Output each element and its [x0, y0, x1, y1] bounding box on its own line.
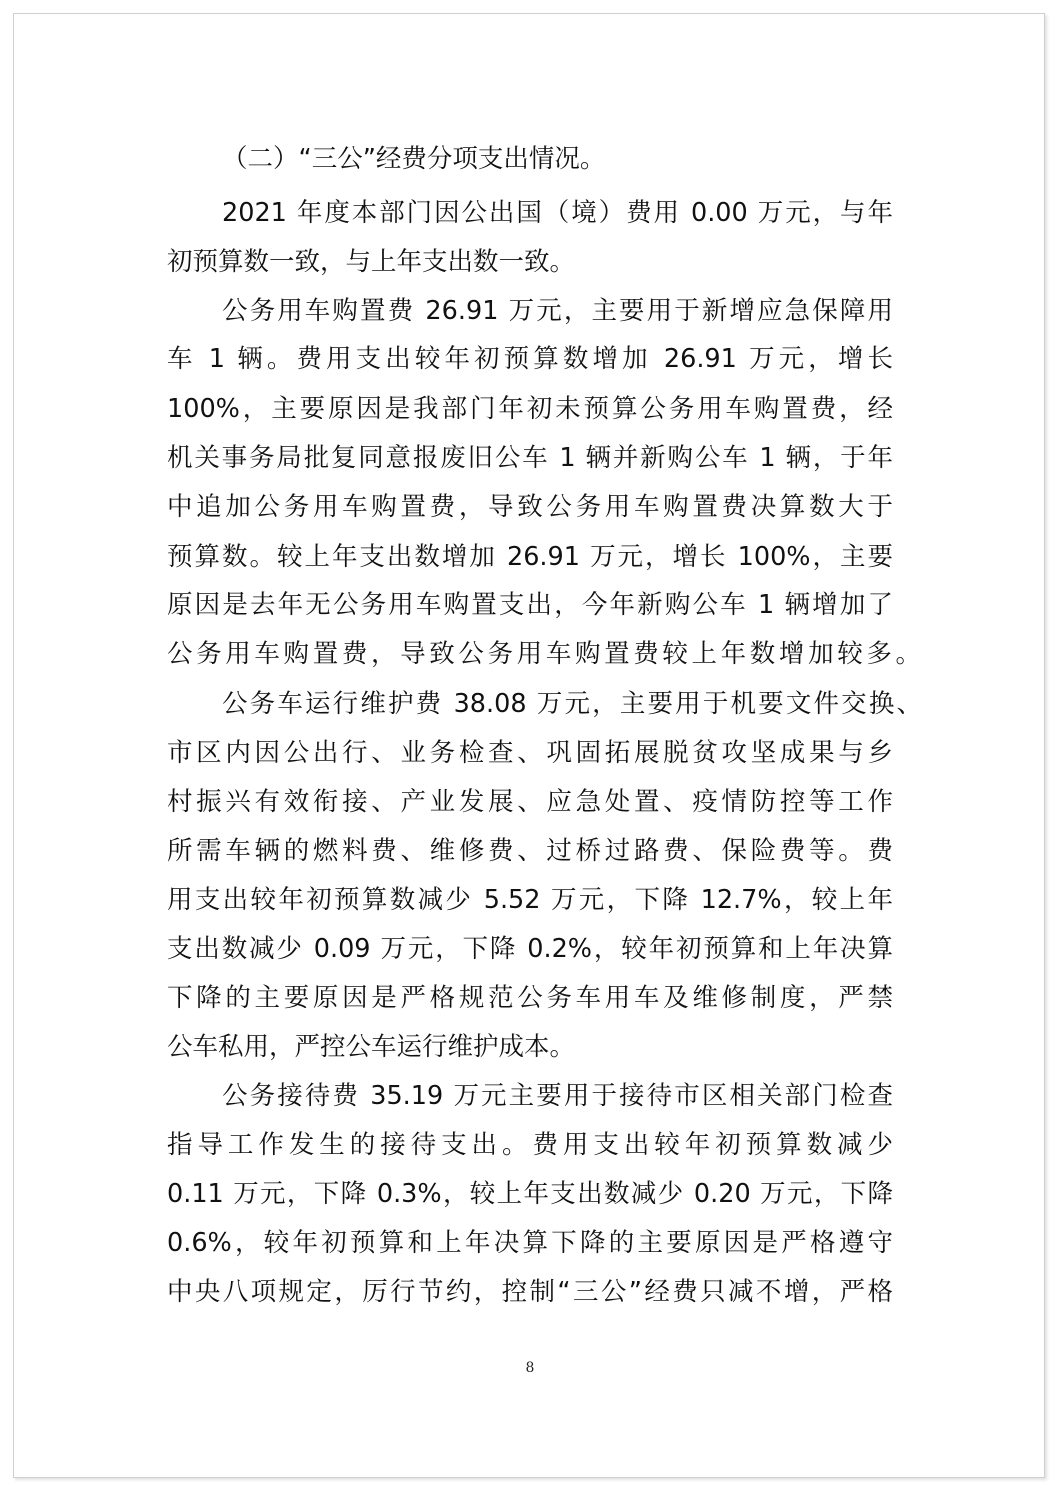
- paragraph-line: 0.6%，较年初预算和上年决算下降的主要原因是严格遵守: [167, 1228, 893, 1258]
- paragraph-line: 下降的主要原因是严格规范公务车用车及维修制度，严禁: [167, 983, 893, 1013]
- paragraph-line: 支出数减少 0.09 万元，下降 0.2%，较年初预算和上年决算: [167, 934, 893, 964]
- paragraph-line: 用支出较年初预算数减少 5.52 万元，下降 12.7%，较上年: [167, 885, 893, 915]
- paragraph-line: 公务接待费 35.19 万元主要用于接待市区相关部门检查: [222, 1081, 893, 1111]
- paragraph-line: 公务车运行维护费 38.08 万元，主要用于机要文件交换、: [222, 689, 922, 719]
- paragraph-line: 指导工作发生的接待支出。费用支出较年初预算数减少: [167, 1130, 893, 1160]
- paragraph-line: 初预算数一致，与上年支出数一致。: [167, 247, 576, 277]
- page-number: 8: [525, 1360, 535, 1376]
- section-heading: （二）“三公”经费分项支出情况。: [222, 144, 606, 174]
- paragraph-line: 中央八项规定，厉行节约，控制“三公”经费只减不增，严格: [167, 1277, 893, 1307]
- paragraph-line: 预算数。较上年支出数增加 26.91 万元，增长 100%，主要: [167, 542, 893, 572]
- paragraph-line: 0.11 万元，下降 0.3%，较上年支出数减少 0.20 万元，下降: [167, 1179, 893, 1209]
- paragraph-line: 车 1 辆。费用支出较年初预算数增加 26.91 万元，增长: [167, 344, 893, 374]
- paragraph-line: 公务用车购置费，导致公务用车购置费较上年数增加较多。: [167, 639, 921, 669]
- paragraph-line: 所需车辆的燃料费、维修费、过桥过路费、保险费等。费: [167, 836, 893, 866]
- paragraph-line: 村振兴有效衔接、产业发展、应急处置、疫情防控等工作: [167, 787, 893, 817]
- paragraph-line: 公务用车购置费 26.91 万元，主要用于新增应急保障用: [222, 296, 893, 326]
- paragraph-line: 公车私用，严控公车运行维护成本。: [167, 1032, 576, 1062]
- paragraph-line: 2021 年度本部门因公出国（境）费用 0.00 万元，与年: [222, 198, 893, 228]
- paragraph-line: 100%，主要原因是我部门年初未预算公务用车购置费，经: [167, 394, 893, 424]
- paragraph-line: 中追加公务用车购置费，导致公务用车购置费决算数大于: [167, 492, 893, 522]
- paragraph-line: 原因是去年无公务用车购置支出，今年新购公车 1 辆增加了: [167, 590, 893, 620]
- paragraph-line: 市区内因公出行、业务检查、巩固拓展脱贫攻坚成果与乡: [167, 738, 893, 768]
- paragraph-line: 机关事务局批复同意报废旧公车 1 辆并新购公车 1 辆，于年: [167, 443, 893, 473]
